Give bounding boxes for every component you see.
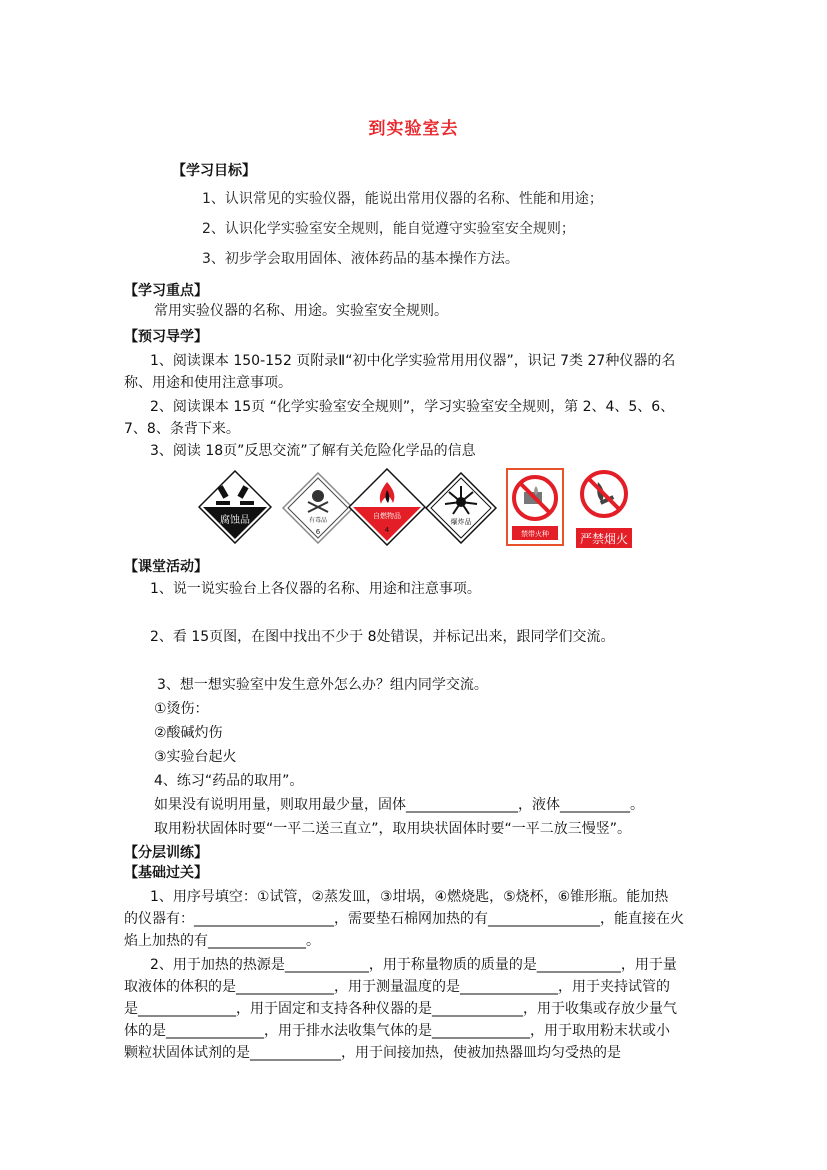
basic-pass-heading: 【基础过关】 xyxy=(124,865,208,881)
flammable-sign-icon xyxy=(348,468,426,546)
activity-line: 4、练习“药品的取用”。 xyxy=(154,773,304,789)
question-line: 取液体的体积的是______________，用于测量温度的是______________，用于夹持试管的 xyxy=(124,979,670,995)
question-line: 的仪器有：____________________，需要垫石棉网加热的有________________，能直接在火 xyxy=(124,911,684,927)
flammable-class-number: 4 xyxy=(384,526,390,534)
activity-line: 2、看 15页图，在图中找出不少于 8处错误，并标记出来，跟同学们交流。 xyxy=(150,629,615,645)
corrosive-sign-icon xyxy=(198,470,272,544)
question-line: 是______________，用于固定和支持各种仪器的是_____________，用于收集或存放少量气 xyxy=(124,1001,677,1017)
explosive-label: 爆炸品 xyxy=(450,518,472,526)
flammable-label: 自燃物品 xyxy=(373,512,401,520)
corrosive-label: 腐蚀品 xyxy=(220,515,250,526)
toxic-sign-icon xyxy=(282,472,354,544)
page-title: 到实验室去 xyxy=(368,119,459,139)
question-line: 2、用于加热的热源是____________，用于称量物质的质量的是____________，用于量 xyxy=(150,957,677,973)
activity-line: 3、想一想实验室中发生意外怎么办？组内同学交流。 xyxy=(157,677,488,693)
toxic-label: 有毒品 xyxy=(308,517,328,524)
question-line: 体的是______________，用于排水法收集气体的是______________，用于取用粉末状或小 xyxy=(124,1023,670,1039)
activity-sub-item: ③实验台起火 xyxy=(154,749,237,765)
explosive-sign-icon xyxy=(425,472,497,544)
layered-training-heading: 【分层训练】 xyxy=(124,845,208,861)
activity-sub-item: ①烫伤： xyxy=(154,701,209,717)
preview-line: 1、阅读课本 150-152 页附录Ⅱ“初中化学实验常用用仪器”，识记 7类 27种仪器的名 xyxy=(150,353,676,369)
key-points-heading: 【学习重点】 xyxy=(124,283,208,299)
key-points-text: 常用实验仪器的名称、用途。实验室安全规则。 xyxy=(154,303,448,319)
study-goal-item: 1、认识常见的实验仪器，能说出常用仪器的名称、性能和用途； xyxy=(202,191,603,207)
study-goals-heading: 【学习目标】 xyxy=(172,163,256,179)
activity-sub-item: ②酸碱灼伤 xyxy=(154,725,223,741)
preview-line: 3、阅读 18页”反思交流”了解有关危险化学品的信息 xyxy=(150,443,476,459)
preview-line: 称、用途和使用注意事项。 xyxy=(124,375,292,391)
no-fire-label: 严禁烟火 xyxy=(579,532,629,546)
question-line: 颗粒状固体试剂的是_____________，用于间接加热，使被加热器皿均匀受热的是 xyxy=(124,1045,621,1061)
preview-line: 2、阅读课本 15页 “化学实验室安全规则”，学习实验室安全规则，第 2、4、5、6、 xyxy=(150,399,675,415)
study-goal-item: 3、初步学会取用固体、液体药品的基本操作方法。 xyxy=(202,251,519,267)
question-line: 焰上加热的有______________。 xyxy=(124,933,320,949)
activity-line: 1、说一说实验台上各仪器的名称、用途和注意事项。 xyxy=(150,581,481,597)
no-fire-source-label: 禁带火种 xyxy=(521,530,549,538)
no-fire-source-sign-icon xyxy=(506,468,564,546)
activity-line: 取用粉状固体时要“一平二送三直立”，取用块状固体时要“一平二放三慢竖”。 xyxy=(154,821,632,837)
activity-line: 如果没有说明用量，则取用最少量，固体________________，液体__________。 xyxy=(154,797,644,813)
no-fire-sign-icon xyxy=(574,468,634,548)
hazard-signs-row xyxy=(198,468,638,550)
preview-heading: 【预习导学】 xyxy=(124,329,208,345)
toxic-class-number: 6 xyxy=(315,528,321,536)
class-activity-heading: 【课堂活动】 xyxy=(124,559,208,575)
preview-line: 7、8、条背下来。 xyxy=(124,421,240,437)
study-goal-item: 2、认识化学实验室安全规则，能自觉遵守实验室安全规则； xyxy=(202,221,575,237)
question-line: 1、用序号填空：①试管，②蒸发皿，③坩埚，④燃烧匙，⑤烧杯，⑥锥形瓶。能加热 xyxy=(150,889,669,905)
